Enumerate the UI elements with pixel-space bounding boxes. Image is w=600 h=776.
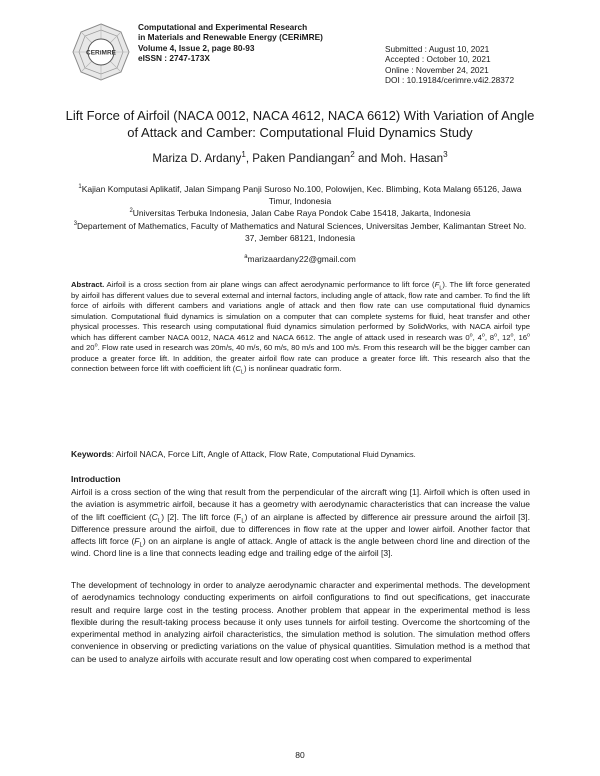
abstract-text-1: Airfoil is a cross section from air plane wings can affect aerodynamic performance to lift force ( [104, 280, 435, 289]
affiliation-1 [70, 183, 530, 207]
abstract-fl: F [434, 280, 440, 289]
abstract-label: Abstract. [71, 280, 105, 289]
author-3-sup: 3 [443, 150, 448, 160]
p1-cl-sub: L [157, 518, 162, 525]
aff3-text: Departement of Mathematics, Faculty of Mathematics and Natural Sciences, Universitas Jember, Kalimantan Street No. 37, Jember 68121, Indonesia [77, 220, 527, 243]
abstract-fl-sub: L [439, 285, 443, 292]
deg-16: o [527, 331, 530, 338]
journal-name-line2: in Materials and Renewable Energy (CERiMRE) [138, 32, 323, 43]
author-3: and Moh. Hasan [354, 152, 444, 165]
aff3-sup: 3 [73, 220, 78, 227]
journal-info [138, 22, 378, 64]
affiliation-3 [70, 220, 530, 244]
intro-paragraph-1 [71, 486, 530, 560]
paper-title: Lift Force of Airfoil (NACA 0012, NACA 4612, NACA 6612) With Variation of Angle of Attack and Camber: Computational Fluid Dynamics Study [65, 108, 535, 140]
section-heading-introduction: Introduction [71, 474, 121, 484]
p1-cl: C [151, 511, 158, 522]
angle-16: , 16 [513, 332, 527, 342]
corresponding-email [60, 253, 540, 265]
deg-20: o [94, 342, 98, 349]
journal-name-line1: Computational and Experimental Research [138, 22, 308, 32]
aff1-text: Kajian Komputasi Aplikatif, Jalan Simpang Panji Suroso No.100, Polowijen, Kec. Blimbing, Kota Malang 65126, Jawa Timur, Indonesia [81, 184, 522, 207]
angle-12: , 12 [497, 332, 511, 342]
email-sup: a [244, 254, 248, 261]
keywords [71, 449, 541, 460]
angle-4: , 4 [472, 332, 482, 342]
p1-text-b: ) [2]. The lift force (F [161, 511, 242, 522]
author-2-sup: 2 [350, 150, 355, 160]
abstract-cl: C [235, 364, 241, 373]
abstract-text-4: ) is nonlinear quadratic form. [243, 364, 342, 373]
abstract-text-2: ). The lift force generated by airfoil has different values due to several external and internal factors, including angle of attack, flow rate and camber. To find the lift force of airfoils with different cambers and variations angle of attack and then flow rate can use computational fluid dynamics simulation. Computational fluid dynamics is simulation on a computer that can complete systems for fluid, heat transfer and other physical processes. This research using computational fluid dynamics simulation performed by SolidWorks, with NACA airfoil type which has different camber NACA 0012, NACA 4612 and NACA 6612. The angle of attack used in research was 0 [71, 280, 531, 342]
affiliations [70, 183, 530, 244]
journal-logo [71, 22, 131, 82]
p1-text-d: ) on an airplane is angle of attack. Angle of attack is the angle between chord line and direction of the wind. Chord line is a line that connects leading edge and trailing edge of the airfoil [3]. [71, 536, 530, 559]
keywords-text: : Airfoil NACA, Force Lift, Angle of Attack, Flow Rate, [111, 449, 312, 459]
submitted-date: Submitted : August 10, 2021 [385, 44, 490, 54]
deg-8: o [494, 331, 498, 338]
aff2-text: Universitas Terbuka Indonesia, Jalan Cabe Raya Pondok Cabe 15418, Jakarta, Indonesia [132, 208, 471, 219]
doi[interactable]: DOI : 10.19184/cerimre.v4i2.28372 [385, 75, 515, 86]
journal-volume: Volume 4, Issue 2, page 80-93 [138, 42, 255, 53]
accepted-date: Accepted : October 10, 2021 [385, 54, 491, 65]
logo-text: CERiMRE [86, 49, 116, 57]
deg-4: o [481, 331, 485, 338]
journal-eissn: eISSN : 2747-173X [138, 53, 210, 64]
p1-fl-sub: L [241, 518, 245, 525]
email-address[interactable]: marizaardany22@gmail.com [247, 254, 356, 264]
p1-fl2-sub: L [139, 542, 143, 549]
p1-text-a: Airfoil is a cross section of the wing that result from the perpendicular of the aircraft wing [1]. Airfoil which is often used in the aviation is asymmetric airfoil, because it has a geometry with aerodynamic characteristics that can increase the value of the lift coefficient ( [71, 487, 530, 522]
abstract-cl-sub: L [240, 369, 244, 376]
aff2-sup: 2 [129, 208, 133, 215]
page-number: 80 [295, 750, 305, 760]
abstract-text-3: . Flow rate used in research was 20m/s, 40 m/s, 60 m/s, 80 m/s and 100 m/s. From this research will be the bigger camber can produce a greater force lift. In addition, the greater airfoil flow rate can produce a greater force lift. This research also that the connection between force lift with coefficient lift ( [71, 343, 530, 373]
aff1-sup: 1 [78, 184, 82, 191]
author-1: Mariza D. Ardany [152, 152, 242, 165]
affiliation-2 [70, 207, 530, 219]
angle-20: and 20 [71, 343, 95, 352]
abstract [71, 280, 530, 375]
author-list [60, 152, 540, 166]
deg-0: o [469, 331, 473, 338]
author-1-sup: 1 [241, 150, 246, 160]
deg-12: o [510, 331, 514, 338]
angle-8: , 8 [484, 332, 495, 342]
online-date: Online : November 24, 2021 [385, 64, 489, 75]
keywords-label: Keywords [71, 449, 112, 459]
p1-text-c: ) of an airplane is affected by difference air pressure around the airfoil [3]. Difference pressure around the airfoil, due to differences in flow rate at the upper and lower airfoil. Another factor that affects lift force ( [71, 511, 530, 547]
author-2: , Paken Pandiangan [245, 152, 351, 165]
keywords-tail: Computational Fluid Dynamics. [311, 450, 416, 459]
submission-dates [385, 44, 514, 86]
p1-fl2: F [134, 536, 140, 547]
intro-paragraph-2: The development of technology in order to analyze aerodynamic character and experimental methods. The development of aerodynamics technology conducting experiments on airfoil configurations to find out specifications, get inaccurate result and require large cost in the testing process. Another problem that appear in the experimental method is less flexible during the result-taking process because it only uses tunnels for airfoil testing. Overcome the shortcoming of the experimental method in analyzing airfoil characteristics, the simulation method is solution. The simulation method offers convenience in observing or predicting variations on the value of physical quantities. Simulation method is a method that can be used to analyze airfoils with accurate result and low operating cost when compared to experimental [71, 580, 530, 664]
